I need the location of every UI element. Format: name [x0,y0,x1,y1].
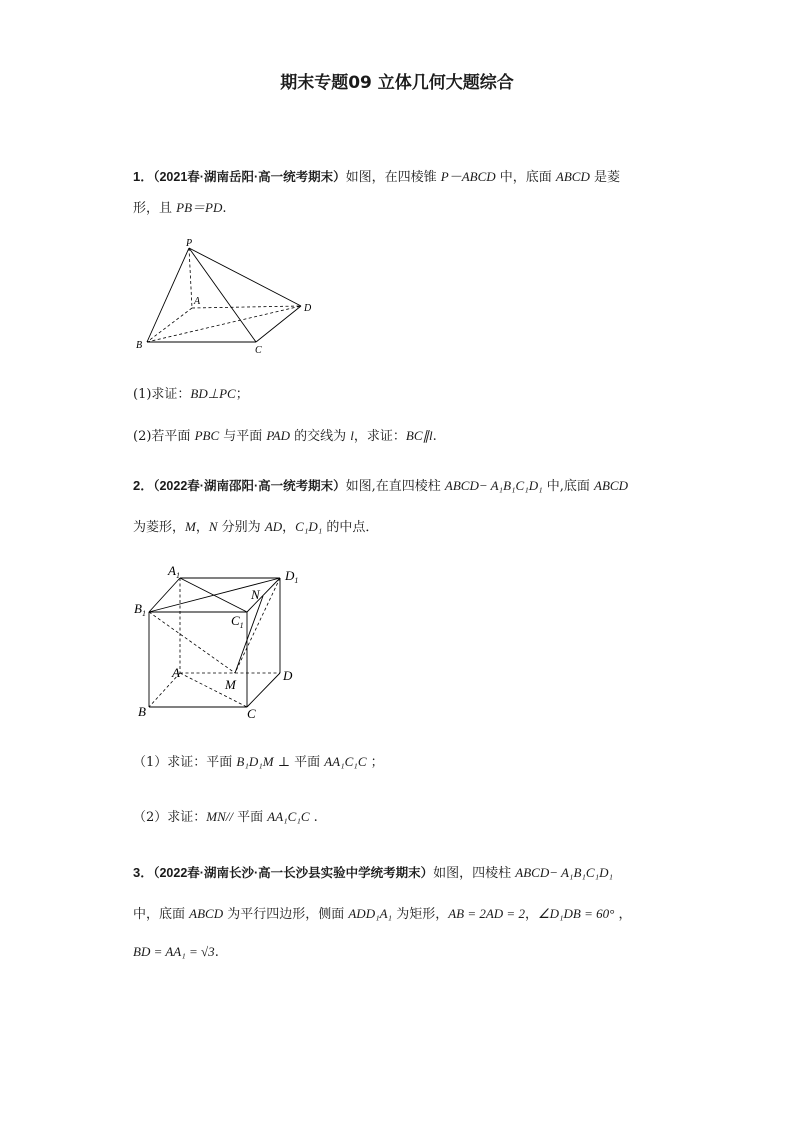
edge-PD [189,248,301,306]
diag-A1C1 [180,578,247,612]
q1-text: 是菱 [589,170,621,185]
diag-AC-hidden [180,673,247,707]
label-M: M [225,677,236,692]
edge-CD [256,306,301,342]
q2-part1 [133,751,384,770]
q2-number: 2． [133,478,154,493]
q3-line1 [133,862,613,881]
label-C1: $C_1$ [231,613,244,630]
q2-source: （2022春·湖南邵阳·高一统考期末） [153,479,346,493]
q1-part1-math: BD⊥PC [190,386,236,401]
q2-part2 [133,806,318,825]
q1-part2-text: ，求证： [353,429,406,444]
q2-prism-figure [130,560,310,725]
q1-number: 1． [133,169,154,184]
q3-text: 如图，四棱柱 [433,866,516,881]
q3-equation: BD = AA₁ = √3 [133,944,215,959]
q1-line1 [133,166,620,185]
q1-part2-text: 的交线为 [290,429,351,444]
q2-text: 如图,在直四棱柱 [345,479,445,494]
edge-PA-hidden [189,248,192,308]
label-A1: $A_1$ [168,563,180,580]
q1-text: 如图，在四棱锥 [345,170,441,185]
q3-base: ABCD [189,906,224,921]
q2-part2-text: （2）求证： [133,810,207,825]
label-A: A [194,296,201,307]
q1-part2 [133,425,437,444]
label-D: D [283,668,293,683]
q2-part2-text: 平面 [233,810,268,825]
q1-part1 [133,383,249,402]
page-title: 期末专题09 立体几何大题综合 [280,73,514,93]
label-C: C [247,706,256,721]
q2-part1-math: AA₁C₁C [324,754,367,769]
q3-side: ADD₁A₁ [348,906,393,921]
edge-CD [247,673,280,707]
q3-text: 为平行四边形，侧面 [223,907,349,922]
q2-part1-text: ； [366,755,384,770]
q2-part2-math: AA₁C₁C [267,809,310,824]
q1-base: ABCD [555,169,590,184]
q2-base: ABCD [594,478,628,493]
q2-part1-math: B₁D₁M [236,754,274,769]
q2-part2-text: . [309,810,318,825]
q1-part2-text: 与平面 [219,429,267,444]
q3-angle: ∠D₁DB = 60° [537,906,615,921]
segment-B1M-hidden [149,612,235,673]
q2-prism: ABCD− A₁B₁C₁D₁ [444,478,543,493]
q3-source: （2022春·湖南长沙·高一长沙县实验中学统考期末） [153,866,434,880]
q1-part2-math: BC∥l [405,428,433,443]
label-A: A [172,665,180,680]
q2-part2-math: MN// [206,809,234,824]
q3-text: 为矩形， [392,907,449,922]
q2-part1-text: （1）求证：平面 [133,755,237,770]
q3-line3 [133,944,219,960]
q1-part2-text: (2)若平面 [133,429,195,444]
q2-text: ， [282,520,296,535]
label-P: P [186,238,193,249]
q3-text: 中，底面 [133,907,190,922]
q2-line2 [133,516,378,535]
q1-pyramid: P－ABCD [440,169,496,184]
q1-part1-text: ； [235,387,249,402]
label-B1: $B_1$ [134,601,146,618]
edge-PB [147,248,189,342]
edge-PC [189,248,256,342]
label-C: C [255,345,262,356]
q2-text: ， [195,520,209,535]
diag-B1D1 [149,578,280,612]
q1-part1-text: (1)求证： [133,387,191,402]
q2-AD: AD [264,519,283,534]
q2-text: 分别为 [217,520,265,535]
edge-A1B1 [149,578,180,612]
q1-text: 中，底面 [495,170,556,185]
q1-pyramid-figure [132,236,322,356]
q2-text: 的中点． [322,520,379,535]
q3-equation: AB = 2AD = 2 [448,906,525,921]
q1-part2-text: . [432,429,437,444]
label-D1: $D_1$ [285,568,299,585]
q2-line1 [133,475,628,494]
q1-text: 形，且 [133,201,177,216]
edge-AD-hidden [192,306,301,308]
q1-part2-math: PBC [194,428,220,443]
q1-part2-math: PAD [266,428,290,443]
q3-text: . [214,945,219,960]
label-N: N [251,587,260,602]
label-B: B [138,704,146,719]
q1-source: （2021春·湖南岳阳·高一统考期末） [153,170,346,184]
q2-text: 为菱形， [133,520,186,535]
q3-text: ， [614,907,632,922]
q2-M: M [185,519,196,534]
q2-N: N [208,519,218,534]
label-B: B [136,340,143,351]
q1-text: . [222,201,227,216]
q3-prism: ABCD− A₁B₁C₁D₁ [515,865,614,880]
q1-condition: PB＝PD [176,200,223,215]
q3-text: ， [524,907,538,922]
label-D: D [304,303,312,314]
q2-C1D1: C₁D₁ [295,519,323,534]
q1-line2 [133,197,227,216]
q3-line2 [133,903,632,922]
q2-text: 中,底面 [542,479,595,494]
q2-part1-text: ⊥ 平面 [273,755,325,770]
q3-number: 3． [133,865,154,880]
q1-part2-math: l [350,428,354,443]
